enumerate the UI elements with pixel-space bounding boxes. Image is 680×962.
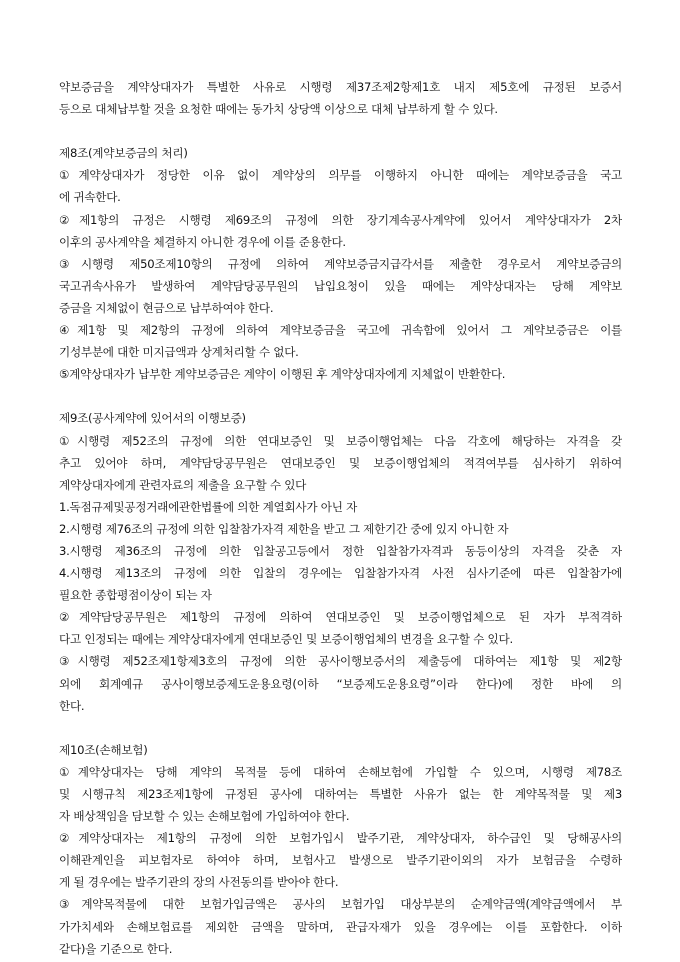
text-line: 자 배상책임을 담보할 수 있는 손해보험에 가입하여야 한다. <box>59 809 350 824</box>
text-line: 국고귀속사유가 발생하여 계약담당공무원의 납입요청이 있을 때에는 계약상대자는 당해 계약보 <box>59 278 622 293</box>
text-line: 1.독점규제및공정거래에관한법률에 의한 계열회사가 아닌 자 <box>59 499 358 514</box>
text-line: ③시행령 제50조제10항의 규정에 의하여 계약보증금지급각서를 제출한 경우로서 계약보증금의 <box>59 256 622 271</box>
text-line: ②제1항의 규정은 시행령 제69조의 규정에 의한 장기계속공사계약에 있어서 계약상대자가 2차 <box>59 212 622 227</box>
text-line: ③계약목적물에 대한 보험가입금액은 공사의 보험가입 대상부분의 순계약금액(계약금액에서 부 <box>59 897 622 912</box>
text-line: ④제1항 및 제2항의 규정에 의하여 계약보증금을 국고에 귀속함에 있어서 그 계약보증금은 이를 <box>59 323 622 338</box>
paragraph-gap <box>59 385 622 407</box>
text-line: 4.시행령 제13조의 규정에 의한 입찰의 경우에는 입찰참가자격 사전 심사기준에 따른 입찰참가에 <box>59 566 622 581</box>
text-line: ③시행령 제52조제1항제3호의 규정에 의한 공사이행보증서의 제출등에 대하여는 제1항 및 제2항 <box>59 654 622 669</box>
text-line: ⑤계약상대자가 납부한 계약보증금은 계약이 이행된 후 계약상대자에게 지체없이 반환한다. <box>59 367 506 382</box>
text-line: 다고 인정되는 때에는 계약상대자에게 연대보증인 및 보증이행업체의 변경을 요구할 수 있다. <box>59 632 513 647</box>
paragraph-gap <box>59 717 622 739</box>
section-intro <box>59 76 622 120</box>
text-line: 게 될 경우에는 발주기관의 장의 사전동의를 받아야 한다. <box>59 875 339 890</box>
section-article8 <box>59 142 622 385</box>
text-line: 필요한 종합평점이상이 되는 자 <box>59 588 212 603</box>
text-line: 에 귀속한다. <box>59 190 121 205</box>
text-line: ①시행령 제52조의 규정에 의한 연대보증인 및 보증이행업체는 다음 각호에 해당하는 자격을 갖 <box>59 433 622 448</box>
text-line: ②계약담당공무원은 제1항의 규정에 의하여 연대보증인 및 보증이행업체으로 된 자가 부적격하 <box>59 610 622 625</box>
article-heading: 제9조(공사계약에 있어서의 이행보증) <box>59 411 246 426</box>
text-line: 및 시행규칙 제23조제1항에 규정된 공사에 대하여는 특별한 사유가 없는 한 계약목적물 및 제3 <box>59 787 622 801</box>
text-line: 이해관계인을 피보험자로 하여야 하며, 보험사고 발생으로 발주기관이외의 자가 보험금을 수령하 <box>59 853 622 868</box>
section-article10 <box>59 739 622 960</box>
text-line: 약보증금을 계약상대자가 특별한 사유로 시행령 제37조제2항제1호 내지 제5호에 규정된 보증서 <box>59 80 622 94</box>
text-line: 같다)을 기준으로 한다. <box>59 941 173 956</box>
text-line: 등으로 대체납부할 것을 요청한 때에는 동가치 상당액 이상으로 대체 납부하게 할 수 있다. <box>59 102 498 117</box>
text-line: 2.시행령 제76조의 규정에 의한 입찰참가자격 제한을 받고 그 제한기간 중에 있지 아니한 자 <box>59 521 509 536</box>
text-line: ②계약상대자는 제1항의 규정에 의한 보험가입시 발주기관, 계약상대자, 하수급인 및 당해공사의 <box>59 831 622 846</box>
text-line: 외에 회계예규 공사이행보증제도운용요령(이하 “보증제도운용요령”이라 한다)에 정한 바에 의 <box>59 676 622 691</box>
text-line: 3.시행령 제36조의 규정에 의한 입찰공고등에서 정한 입찰참가자격과 동등이상의 자격을 갖춘 자 <box>59 543 622 558</box>
text-line: ①계약상대자가 정당한 이유 없이 계약상의 의무를 이행하지 아니한 때에는 계약보증금을 국고 <box>59 168 622 183</box>
section-article9 <box>59 407 622 716</box>
text-line: 가가치세와 손해보험료를 제외한 금액을 말하며, 관급자재가 있을 경우에는 이를 포함한다. 이하 <box>59 919 622 934</box>
text-line: 추고 있어야 하며, 계약담당공무원은 연대보증인 및 보증이행업체의 적격여부를 심사하기 위하여 <box>59 455 622 470</box>
paragraph-gap <box>59 120 622 142</box>
text-line: ①계약상대자는 당해 계약의 목적물 등에 대하여 손해보험에 가입할 수 있으며, 시행령 제78조 <box>59 764 622 779</box>
text-line: 증금을 지체없이 현금으로 납부하여야 한다. <box>59 300 274 315</box>
text-line: 기성부분에 대한 미지급액과 상계처리할 수 없다. <box>59 345 299 360</box>
article-heading: 제8조(계약보증금의 처리) <box>59 146 188 161</box>
text-line: 이후의 공사계약을 체결하지 아니한 경우에 이를 준용한다. <box>59 234 346 249</box>
text-line: 계약상대자에게 관련자료의 제출을 요구할 수 있다 <box>59 477 307 492</box>
text-line: 한다. <box>59 698 85 713</box>
article-heading: 제10조(손해보험) <box>59 742 148 757</box>
